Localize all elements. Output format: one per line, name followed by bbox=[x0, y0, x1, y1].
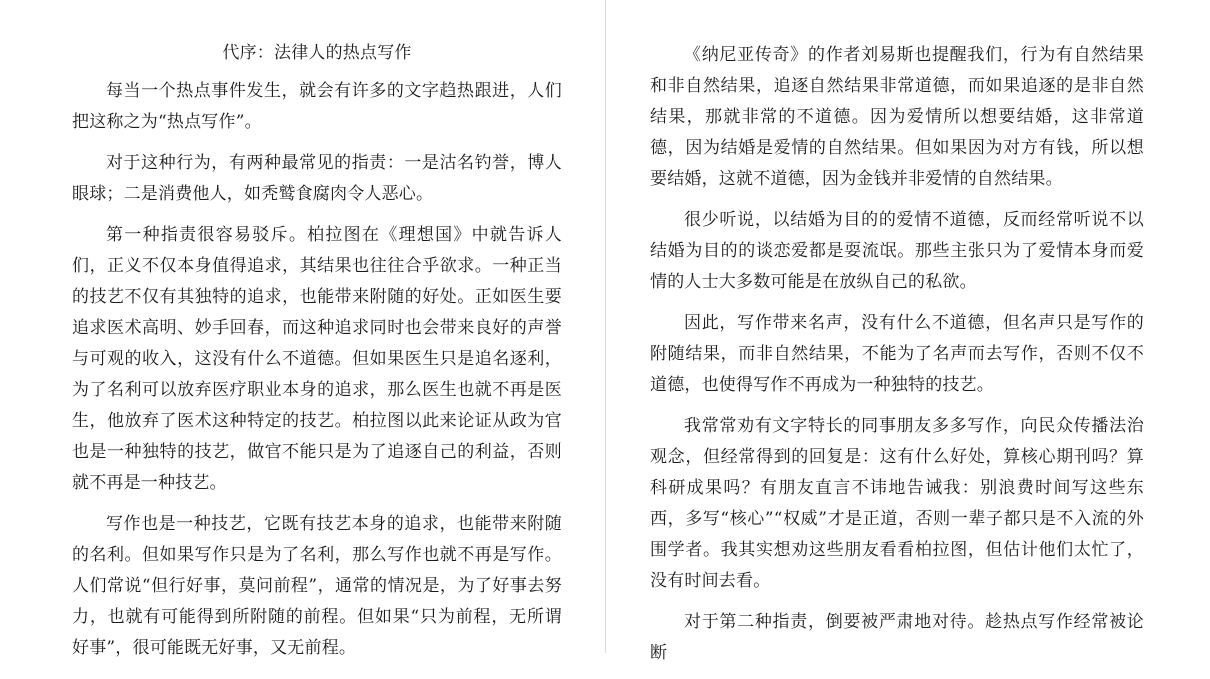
paragraph: 《纳尼亚传奇》的作者刘易斯也提醒我们，行为有自然结果和非自然结果，追逐自然结果非常道德，而如果追逐的是非自然结果，那就非常的不道德。因为爱情所以想要结婚，这非常道德，因为结婚是爱情的自然结果。但如果因为对方有钱，所以想要结婚，这就不道德，因为金钱并非爱情的自然结果。 bbox=[650, 45, 1144, 189]
paragraph: 很少听说，以结婚为目的的爱情不道德，反而经常听说不以结婚为目的的谈恋爱都是耍流氓。那些主张只为了爱情本身而爱情的人士大多数可能是在放纵自己的私欲。 bbox=[650, 210, 1144, 292]
right-page bbox=[650, 40, 1144, 679]
paragraph: 对于这种行为，有两种最常见的指责：一是沽名钓誉，博人眼球；二是消费他人，如秃鹫食腐肉令人恶心。 bbox=[72, 153, 562, 204]
paragraph: 写作也是一种技艺，它既有技艺本身的追求，也能带来附随的名利。但如果写作只是为了名利，那么写作也就不再是写作。人们常说“但行好事，莫问前程”，通常的情况是，为了好事去努力，也就有可能得到所附随的前程。但如果“只为前程，无所谓好事”，很可能既无好事，又无前程。 bbox=[72, 514, 562, 658]
paragraph: 我常常劝有文字特长的同事朋友多多写作，向民众传播法治观念，但经常得到的回复是：这有什么好处，算核心期刊吗？算科研成果吗？有朋友直言不讳地告诫我：别浪费时间写这些东西，多写“核心”“权威”才是正道，否则一辈子都只是不入流的外围学者。我其实想劝这些朋友看看柏拉图，但估计他们太忙了，没有时间去看。 bbox=[650, 416, 1144, 591]
left-page bbox=[72, 38, 562, 674]
page-divider bbox=[605, 0, 606, 653]
page-title: 代序：法律人的热点写作 bbox=[222, 43, 412, 63]
paragraph: 因此，写作带来名声，没有什么不道德，但名声只是写作的附随结果，而非自然结果，不能为了名声而去写作，否则不仅不道德，也使得写作不再成为一种独特的技艺。 bbox=[650, 313, 1144, 395]
paragraph: 第一种指责很容易驳斥。柏拉图在《理想国》中就告诉人们，正义不仅本身值得追求，其结果也往往合乎欲求。一种正当的技艺不仅有其独特的追求，也能带来附随的好处。正如医生要追求医术高明、妙手回春，而这种追求同时也会带来良好的声誉与可观的收入，这没有什么不道德。但如果医生只是追名逐利，为了名利可以放弃医疗职业本身的追求，那么医生也就不再是医生，他放弃了医术这种特定的技艺。柏拉图以此来论证从政为官也是一种独特的技艺，做官不能只是为了追逐自己的利益，否则就不再是一种技艺。 bbox=[72, 225, 562, 493]
paragraph: 对于第二种指责，倒要被严肃地对待。趁热点写作经常被论断 bbox=[650, 612, 1144, 663]
paragraph: 每当一个热点事件发生，就会有许多的文字趋热跟进，人们把这称之为“热点写作”。 bbox=[72, 81, 562, 132]
